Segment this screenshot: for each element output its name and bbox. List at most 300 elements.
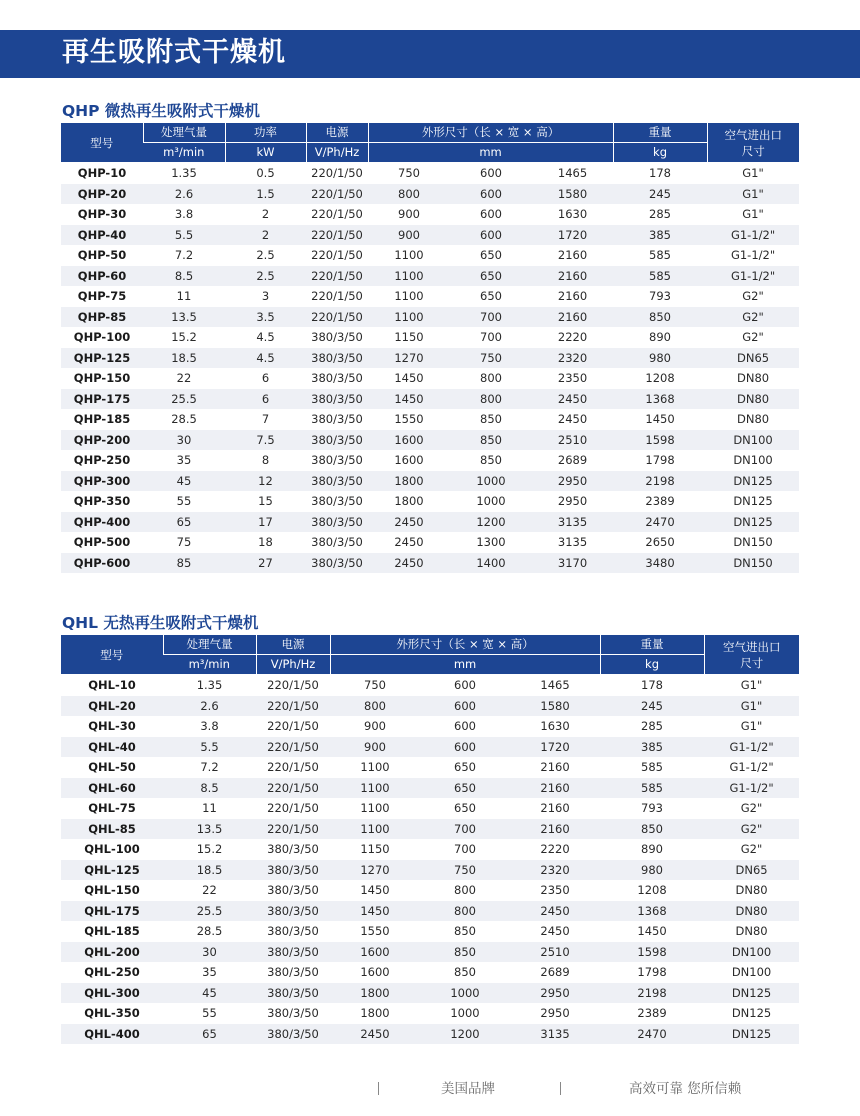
cell-length: 2450 [368,553,450,574]
cell-flow: 45 [163,983,256,1004]
cell-model: QHL-85 [61,819,163,840]
cell-flow: 18.5 [163,860,256,881]
cell-port: G2" [742,289,764,304]
cell-height: 3170 [532,553,613,574]
cell-model: QHL-185 [84,924,140,939]
cell-power: 27 [225,553,306,574]
cell-height: 2160 [510,778,600,799]
table-row [61,901,799,922]
cell-weight: 385 [613,225,707,246]
table-row [61,389,799,410]
cell-flow: 30 [163,942,256,963]
qhp-table-body [61,163,799,574]
cell-width: 600 [450,225,532,246]
cell-weight: 890 [641,842,663,857]
cell-supply: 380/3/50 [256,1024,330,1045]
cell-port: DN80 [736,412,770,427]
cell-power: 18 [258,535,273,550]
cell-flow: 25.5 [163,901,256,922]
table-row [61,450,799,471]
cell-width: 700 [480,330,502,345]
cell-height: 2320 [510,860,600,881]
cell-width: 800 [450,389,532,410]
cell-length: 1450 [394,371,424,386]
cell-flow: 5.5 [143,225,225,246]
cell-flow: 8.5 [143,266,225,287]
cell-width: 800 [420,901,510,922]
cell-width: 1000 [450,471,532,492]
table-row [61,737,799,758]
cell-supply: 380/3/50 [267,842,319,857]
cell-power: 0.5 [256,166,275,181]
cell-weight: 2650 [645,535,675,550]
table-row [61,942,799,963]
cell-flow: 65 [143,512,225,533]
table-row [61,430,799,451]
table-row [61,880,799,901]
cell-length: 1600 [394,453,424,468]
cell-supply: 380/3/50 [311,371,363,386]
cell-supply: 380/3/50 [267,965,319,980]
cell-weight: 3480 [613,553,707,574]
cell-port: DN150 [733,535,773,550]
cell-model: QHP-100 [73,330,131,345]
cell-flow: 85 [143,553,225,574]
table-row [61,860,799,881]
qhl-header-supply: 电源 [256,635,330,655]
cell-flow: 55 [176,494,192,509]
cell-power: 6 [225,389,306,410]
cell-length: 1600 [360,965,390,980]
cell-flow: 18.5 [143,348,225,369]
cell-model: QHP-350 [73,494,131,509]
cell-width: 600 [480,207,502,222]
table-row [61,512,799,533]
table-row [61,184,799,205]
qhl-header-dims: 外形尺寸（长 × 宽 × 高） [330,635,600,655]
cell-supply: 220/1/50 [256,737,330,758]
cell-width: 650 [480,248,502,263]
cell-model: QHP-75 [77,289,127,304]
qhp-header-weight-unit: kg [613,143,707,163]
cell-supply: 380/3/50 [267,924,319,939]
cell-height: 2160 [557,289,588,304]
qhp-header-port: 空气进出口尺寸 [707,123,799,163]
cell-model: QHL-75 [88,801,136,816]
cell-port: DN100 [707,430,799,451]
cell-height: 2450 [510,901,600,922]
cell-height: 2950 [557,494,588,509]
cell-height: 2320 [532,348,613,369]
cell-port: G1" [707,184,799,205]
cell-height: 2950 [540,1006,570,1021]
table-row [61,819,799,840]
cell-port: G2" [707,307,799,328]
cell-height: 2160 [532,266,613,287]
cell-supply: 220/1/50 [311,207,363,222]
cell-power: 1.5 [225,184,306,205]
cell-weight: 2198 [613,471,707,492]
cell-weight: 285 [641,719,663,734]
table-row [61,245,799,266]
cell-height: 1720 [532,225,613,246]
cell-height: 3135 [532,512,613,533]
cell-flow: 2.6 [163,696,256,717]
cell-width: 850 [450,430,532,451]
cell-model: QHL-60 [61,778,163,799]
cell-power: 2.5 [225,266,306,287]
cell-width: 800 [454,883,476,898]
cell-model: QHP-185 [73,412,131,427]
cell-supply: 220/1/50 [267,801,319,816]
cell-weight: 178 [649,166,671,181]
table-row [61,368,799,389]
cell-length: 1800 [360,1006,390,1021]
cell-width: 650 [454,801,476,816]
cell-port: DN125 [704,983,799,1004]
qhl-spec-table [61,635,799,1044]
cell-port: DN80 [736,371,770,386]
cell-port: G1-1/2" [707,266,799,287]
cell-model: QHL-300 [61,983,163,1004]
cell-model: QHP-30 [77,207,127,222]
qhp-header-dims-unit: mm [368,143,613,163]
cell-model: QHL-100 [84,842,140,857]
cell-supply: 380/3/50 [311,453,363,468]
cell-height: 2450 [540,924,570,939]
cell-weight: 2470 [600,1024,704,1045]
table-row [61,798,799,819]
cell-port: DN100 [733,453,773,468]
cell-height: 2160 [510,819,600,840]
cell-supply: 380/3/50 [306,471,368,492]
qhl-header-model: 型号 [61,635,163,675]
cell-flow: 1.35 [171,166,197,181]
cell-length: 1100 [368,307,450,328]
cell-height: 2350 [540,883,570,898]
cell-width: 700 [420,819,510,840]
cell-power: 2 [261,207,270,222]
cell-flow: 2.6 [143,184,225,205]
cell-supply: 220/1/50 [267,760,319,775]
cell-port: DN125 [707,471,799,492]
cell-supply: 380/3/50 [306,389,368,410]
cell-supply: 380/3/50 [311,412,363,427]
cell-port: DN65 [707,348,799,369]
cell-supply: 380/3/50 [311,535,363,550]
table-row [61,348,799,369]
table-row [61,491,799,512]
cell-weight: 980 [600,860,704,881]
cell-flow: 22 [202,883,217,898]
cell-height: 2160 [540,801,570,816]
table-row [61,696,799,717]
cell-length: 900 [364,719,386,734]
cell-model: QHP-500 [73,535,131,550]
cell-weight: 1368 [613,389,707,410]
cell-length: 2450 [330,1024,420,1045]
cell-model: QHL-40 [61,737,163,758]
footer-brand: 美国品牌 [441,1081,495,1097]
cell-length: 1450 [360,883,390,898]
cell-power: 3.5 [225,307,306,328]
cell-weight: 1208 [645,371,675,386]
cell-length: 1450 [330,901,420,922]
cell-weight: 585 [600,778,704,799]
cell-weight: 850 [600,819,704,840]
cell-length: 900 [398,207,420,222]
cell-supply: 220/1/50 [306,266,368,287]
cell-height: 2160 [557,248,588,263]
qhp-header-power: 功率 [225,123,306,143]
cell-supply: 220/1/50 [311,289,363,304]
cell-length: 750 [364,678,386,693]
cell-supply: 220/1/50 [311,248,363,263]
cell-height: 2450 [557,412,588,427]
cell-model: QHL-175 [61,901,163,922]
cell-length: 1100 [360,801,390,816]
cell-model: QHL-50 [88,760,136,775]
cell-length: 1600 [330,942,420,963]
cell-model: QHL-400 [61,1024,163,1045]
cell-length: 800 [330,696,420,717]
cell-length: 1100 [394,248,424,263]
cell-model: QHP-300 [61,471,143,492]
cell-model: QHL-200 [61,942,163,963]
cell-flow: 11 [176,289,192,304]
cell-width: 1400 [450,553,532,574]
table-row [61,225,799,246]
cell-flow: 28.5 [171,412,197,427]
cell-length: 1550 [360,924,390,939]
cell-model: QHL-250 [84,965,140,980]
cell-model: QHL-350 [84,1006,140,1021]
cell-width: 600 [454,678,476,693]
table-row [61,716,799,737]
cell-width: 1200 [450,512,532,533]
cell-width: 600 [420,737,510,758]
cell-supply: 380/3/50 [256,942,330,963]
cell-flow: 22 [176,371,192,386]
cell-height: 2220 [557,330,588,345]
cell-height: 1580 [510,696,600,717]
qhp-header-power-unit: kW [225,143,306,163]
cell-port: G1-1/2" [704,778,799,799]
cell-flow: 7.2 [174,248,194,263]
cell-weight: 1450 [645,412,675,427]
cell-weight: 1798 [637,965,667,980]
cell-supply: 380/3/50 [306,553,368,574]
cell-port: G2" [742,330,764,345]
cell-weight: 1368 [600,901,704,922]
qhp-header-flow: 处理气量 [143,123,225,143]
cell-flow: 55 [202,1006,217,1021]
qhl-header-weight-unit: kg [600,655,704,675]
table-row [61,532,799,553]
cell-width: 1200 [420,1024,510,1045]
cell-flow: 7.2 [200,760,219,775]
cell-height: 3135 [557,535,588,550]
cell-width: 700 [450,307,532,328]
cell-port: G1" [742,166,764,181]
cell-port: G1-1/2" [729,760,774,775]
qhl-section-title: QHL 无热再生吸附式干燥机 [62,614,259,632]
cell-flow: 13.5 [163,819,256,840]
cell-weight: 890 [649,330,671,345]
cell-supply: 380/3/50 [256,860,330,881]
qhl-table-body [61,675,799,1045]
cell-length: 2450 [394,535,424,550]
cell-supply: 220/1/50 [306,225,368,246]
cell-length: 2450 [368,512,450,533]
cell-height: 2160 [540,760,570,775]
cell-port: DN65 [704,860,799,881]
qhl-header-dims-unit: mm [330,655,600,675]
cell-width: 600 [454,719,476,734]
cell-supply: 380/3/50 [267,1006,319,1021]
cell-flow: 35 [202,965,217,980]
cell-width: 650 [454,760,476,775]
table-row [61,983,799,1004]
cell-width: 850 [420,942,510,963]
cell-width: 750 [420,860,510,881]
cell-width: 850 [480,412,502,427]
cell-model: QHP-200 [61,430,143,451]
cell-height: 3135 [510,1024,600,1045]
cell-supply: 380/3/50 [306,512,368,533]
cell-width: 750 [450,348,532,369]
cell-width: 850 [454,965,476,980]
cell-width: 650 [480,289,502,304]
cell-supply: 220/1/50 [267,719,319,734]
cell-length: 1270 [368,348,450,369]
cell-weight: 585 [613,266,707,287]
cell-port: G2" [740,842,763,857]
cell-length: 1800 [330,983,420,1004]
cell-port: G1-1/2" [704,737,799,758]
qhp-header-dims: 外形尺寸（长 × 宽 × 高） [368,123,613,143]
cell-length: 1100 [330,778,420,799]
cell-height: 1630 [540,719,570,734]
table-row [61,204,799,225]
cell-flow: 28.5 [196,924,223,939]
cell-height: 2689 [557,453,588,468]
table-row [61,553,799,574]
qhp-header-weight: 重量 [613,123,707,143]
cell-flow: 45 [143,471,225,492]
table-row [61,409,799,430]
cell-port: DN100 [704,942,799,963]
cell-length: 1800 [394,494,424,509]
cell-length: 1800 [368,471,450,492]
cell-supply: 380/3/50 [306,348,368,369]
cell-port: DN125 [731,1006,772,1021]
cell-length: 1100 [330,819,420,840]
cell-power: 6 [261,371,270,386]
qhp-header-model: 型号 [61,123,143,163]
cell-port: DN80 [707,389,799,410]
table-row [61,1003,799,1024]
cell-supply: 380/3/50 [256,901,330,922]
cell-weight: 178 [641,678,663,693]
cell-port: G1" [742,207,764,222]
cell-width: 800 [480,371,502,386]
cell-height: 2950 [510,983,600,1004]
cell-flow: 5.5 [163,737,256,758]
cell-flow: 11 [202,801,217,816]
cell-model: QHP-150 [73,371,131,386]
qhl-header-flow-unit: m³/min [163,655,256,675]
cell-flow: 15.2 [171,330,197,345]
cell-height: 2950 [532,471,613,492]
cell-model: QHL-20 [61,696,163,717]
cell-flow: 1.35 [196,678,223,693]
table-row [61,266,799,287]
cell-port: DN125 [733,494,773,509]
cell-weight: 2470 [613,512,707,533]
footer-divider [560,1082,561,1095]
cell-height: 2689 [540,965,570,980]
cell-flow: 75 [176,535,192,550]
cell-length: 900 [368,225,450,246]
cell-power: 2 [225,225,306,246]
cell-power: 15 [258,494,273,509]
cell-length: 1100 [360,760,390,775]
cell-power: 7.5 [225,430,306,451]
cell-height: 2450 [532,389,613,410]
cell-model: QHL-10 [88,678,136,693]
cell-weight: 2198 [600,983,704,1004]
cell-supply: 380/3/50 [256,983,330,1004]
cell-port: DN125 [707,512,799,533]
cell-power: 4.5 [256,330,275,345]
cell-flow: 8.5 [163,778,256,799]
table-row [61,163,799,184]
footer-slogan: 高效可靠 您所信赖 [629,1081,742,1097]
cell-port: DN125 [704,1024,799,1045]
cell-flow: 3.8 [174,207,194,222]
table-row [61,921,799,942]
cell-flow: 30 [143,430,225,451]
cell-model: QHP-250 [73,453,131,468]
cell-weight: 1598 [613,430,707,451]
cell-supply: 220/1/50 [306,307,368,328]
cell-width: 1300 [476,535,506,550]
cell-supply: 220/1/50 [256,778,330,799]
cell-height: 2510 [532,430,613,451]
cell-length: 1450 [368,389,450,410]
cell-length: 1270 [330,860,420,881]
cell-supply: 220/1/50 [306,184,368,205]
cell-port: G2" [704,819,799,840]
cell-model: QHP-50 [77,248,127,263]
cell-length: 1150 [394,330,424,345]
cell-power: 17 [225,512,306,533]
cell-weight: 1208 [637,883,667,898]
table-row [61,286,799,307]
cell-port: G1" [704,696,799,717]
table-row [61,778,799,799]
cell-height: 2510 [510,942,600,963]
cell-weight: 2389 [645,494,675,509]
cell-weight: 585 [649,248,671,263]
cell-port: DN150 [707,553,799,574]
qhl-header-weight: 重量 [600,635,704,655]
cell-flow: 65 [163,1024,256,1045]
cell-model: QHP-10 [77,166,127,181]
cell-port: G2" [740,801,763,816]
cell-model: QHP-400 [61,512,143,533]
